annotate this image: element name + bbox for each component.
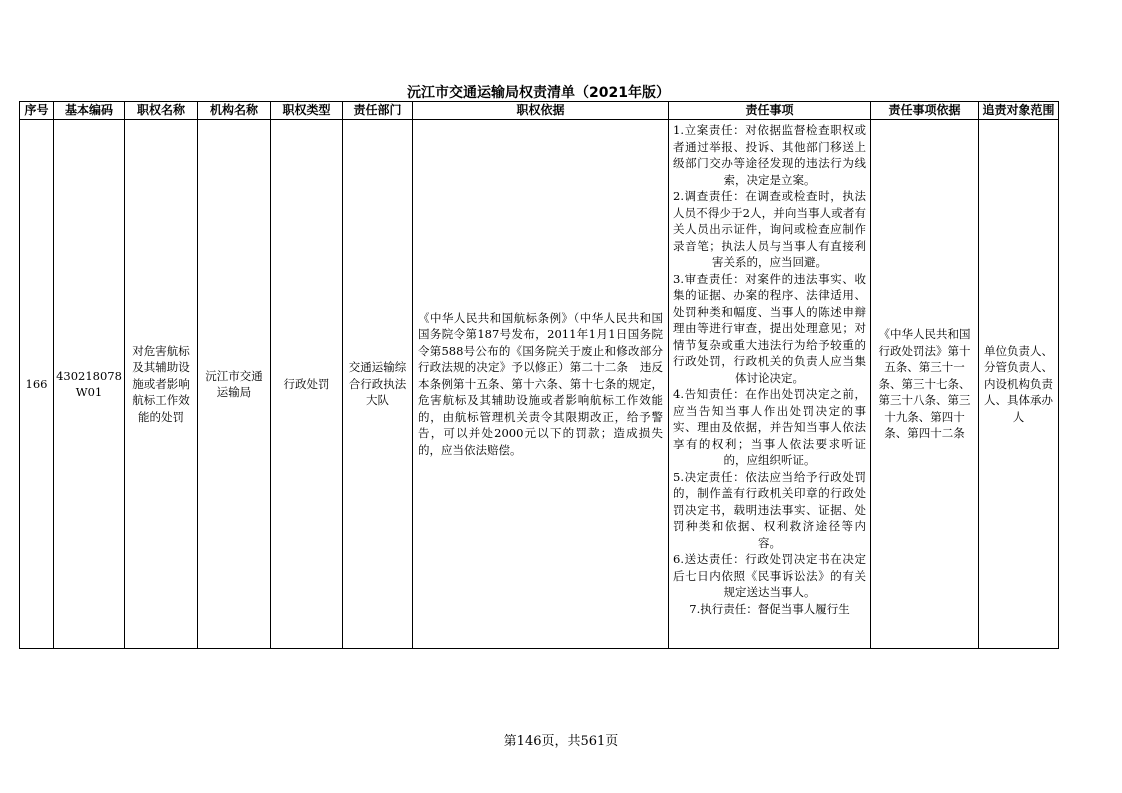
header-org-name: 机构名称: [198, 102, 271, 120]
cell-code: [54, 120, 125, 649]
cell-accountability: [979, 120, 1059, 649]
cell-basis: [413, 120, 669, 649]
duty-item: 5.决定责任：依法应当给予行政处罚的，制作盖有行政机关印章的行政处罚决定书，载明违法事实、证据、处罚种类和依据、权利救济途径等内容。: [673, 469, 866, 550]
page-title: 沅江市交通运输局权责清单（2021年版）: [407, 85, 670, 101]
basis-text: 《中华人民共和国航标条例》（中华人民共和国国务院令第187号发布，2011年1月1日国务院令第588号公布的《国务院关于废止和修改部分行政法规的决定》予以修正）第二十二条 违反本条例第十五条、第十六条、第十七条的规定，危害航标及其辅助设施或者影响航标工作效能的，由航标管理机关责令其限期改正，给予警告，可以并处2000元以下的罚款；造成损失的，应当依法赔偿。: [418, 310, 663, 457]
header-power-name: 职权名称: [125, 102, 198, 120]
cell-org-name: [198, 120, 271, 649]
department-text: 交通运输综合行政执法大队: [348, 360, 407, 408]
table-row: [20, 120, 1059, 649]
org-name-text: 沅江市交通运输局: [205, 368, 263, 399]
header-duty-basis: 责任事项依据: [871, 102, 979, 120]
cell-duty-basis: [871, 120, 979, 649]
power-name-text: 对危害航标及其辅助设施或者影响航标工作效能的处罚: [132, 343, 190, 424]
duties-list: [669, 120, 870, 617]
duty-item: 3.审查责任：对案件的违法事实、收集的证据、办案的程序、法律适用、处罚种类和幅度、当事人的陈述申辩理由等进行审查，提出处理意见；对情节复杂或重大违法行为给予较重的行政处罚，行政机关的负责人应当集体讨论决定。: [673, 271, 866, 385]
power-type-text: 行政处罚: [283, 376, 330, 391]
header-duties: 责任事项: [669, 102, 871, 120]
header-power-type: 职权类型: [271, 102, 343, 120]
cell-power-type: [271, 120, 343, 649]
authority-table: [19, 101, 1059, 649]
duty-item: 4.告知责任：在作出处罚决定之前，应当告知当事人作出处罚决定的事实、理由及依据，并告知当事人依法享有的权利；当事人依法要求听证的，应组织听证。: [673, 387, 866, 467]
header-department: 责任部门: [343, 102, 413, 120]
header-row: [20, 102, 1059, 120]
header-accountability: 追责对象范围: [979, 102, 1059, 120]
duty-basis-text: 《中华人民共和国行政处罚法》第十五条、第三十一条、第三十七条、第三十八条、第三十九条、第四十条、第四十二条: [878, 327, 971, 441]
cell-duties: [669, 120, 871, 649]
duty-item: 2.调查责任：在调查或检查时，执法人员不得少于2人，并向当事人或者有关人员出示证件，询问或检查应制作录音笔；执法人员与当事人有直接利害关系的，应当回避。: [673, 189, 866, 269]
cell-seq: [20, 120, 54, 649]
code-text: 430218078W01: [56, 368, 122, 399]
cell-department: [343, 120, 413, 649]
header-code: 基本编码: [54, 102, 125, 120]
seq-text: 166: [25, 376, 48, 391]
duty-item: 6.送达责任：行政处罚决定书在决定后七日内依照《民事诉讼法》的有关规定送达当事人。: [673, 552, 866, 599]
cell-power-name: [125, 120, 198, 649]
duty-item: 1.立案责任：对依据监督检查职权或者通过举报、投诉、其他部门移送上级部门交办等途径发现的违法行为线索，决定是立案。: [673, 123, 866, 187]
duty-item: 7.执行责任：督促当事人履行生: [689, 601, 850, 616]
header-basis: 职权依据: [413, 102, 669, 120]
accountability-text: 单位负责人、分管负责人、内设机构负责人、具体承办人: [984, 343, 1053, 424]
header-seq: 序号: [20, 102, 54, 120]
page-footer: 第146页，共561页: [503, 734, 619, 749]
